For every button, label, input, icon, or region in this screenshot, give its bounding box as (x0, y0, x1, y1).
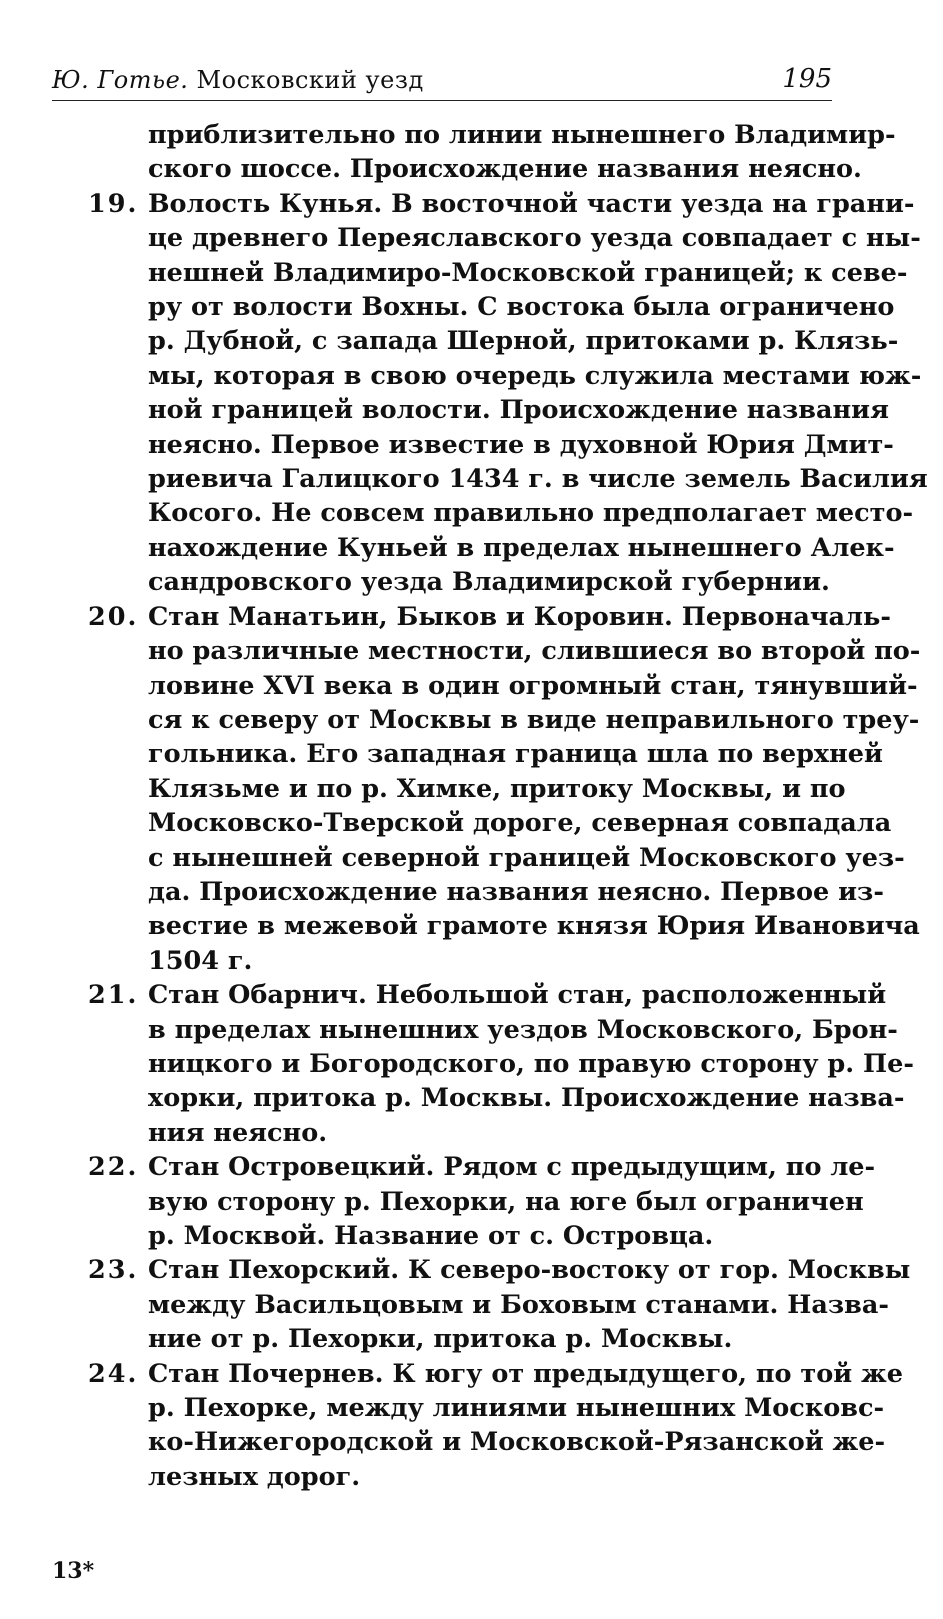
text-line: риевича Галицкого 1434 г. в числе земель Василия (148, 464, 928, 495)
text-line: неясно. Первое известие в духовной Юрия Дмит- (148, 429, 894, 460)
text-line: ловине XVI века в один огромный стан, тянувший- (148, 670, 918, 701)
entry-number: 19. (88, 188, 139, 219)
running-book-title: Московский уезд (196, 66, 424, 94)
text-line: Московско-Тверской дороге, северная совпадала (148, 808, 892, 839)
text-line: р. Пехорке, между линиями нынешних Московс- (148, 1393, 885, 1424)
entry-23 (88, 1253, 911, 1356)
continuation-paragraph (148, 118, 896, 187)
entry-number: 22. (88, 1152, 139, 1183)
text-line: ной границей волости. Происхождение названия (148, 395, 889, 426)
entry-24 (88, 1357, 903, 1495)
text-line: но различные местности, слившиеся во второй по- (148, 636, 921, 667)
text-line: Волость Кунья. В восточной части уезда на грани- (148, 188, 915, 219)
running-author: Ю. Готье. (52, 66, 189, 94)
text-line: ко-Нижегородской и Московской-Рязанской же- (148, 1427, 886, 1458)
entry-20 (88, 600, 921, 978)
text-line: Косого. Не совсем правильно предполагает место- (148, 498, 914, 529)
entry-number: 23. (88, 1255, 139, 1286)
signature-mark: 13* (52, 1558, 95, 1584)
text-line: приблизительно по линии нынешнего Владимир- (148, 120, 896, 150)
entry-number: 24. (88, 1358, 139, 1389)
text-line: с нынешней северной границей Московского уез- (148, 842, 905, 873)
entry-21 (88, 978, 914, 1150)
text-line: между Васильцовым и Боховым станами. Назва- (148, 1289, 889, 1320)
entry-number: 21. (88, 980, 139, 1011)
text-line: сандровского уезда Владимирской губернии. (148, 567, 830, 598)
running-head (52, 64, 832, 101)
text-line: Стан Пехорский. К северо-востоку от гор. Москвы (148, 1255, 911, 1286)
entry-19 (88, 187, 928, 600)
text-line: хорки, притока р. Москвы. Происхождение назва- (148, 1083, 905, 1114)
text-line: р. Москвой. Название от с. Островца. (148, 1221, 714, 1251)
text-line: Стан Обарнич. Небольшой стан, расположенный (148, 980, 887, 1011)
entry-22 (88, 1150, 876, 1253)
text-line: Клязьме и по р. Химке, притоку Москвы, и по (148, 773, 846, 804)
body-text (88, 118, 928, 1494)
text-line: нешней Владимиро-Московской границей; к севе- (148, 257, 908, 288)
text-line: р. Дубной, с запада Шерной, притоками р. Клязь- (148, 326, 899, 357)
text-line: ся к северу от Москвы в виде неправильного треу- (148, 704, 920, 735)
text-line: ницкого и Богородского, по правую сторону р. Пе- (148, 1048, 914, 1079)
text-line: Стан Манатьин, Быков и Коровин. Первоначаль- (148, 601, 891, 632)
text-line: вестие в межевой грамоте князя Юрия Ивановича (148, 911, 920, 942)
text-line: ния неясно. (148, 1117, 328, 1148)
entry-number: 20. (88, 601, 139, 632)
text-line: гольника. Его западная граница шла по верхней (148, 739, 883, 770)
page-number: 195 (782, 64, 832, 94)
text-line: мы, которая в свою очередь служила местами юж- (148, 360, 922, 391)
text-line: Стан Островецкий. Рядом с предыдущим, по ле- (148, 1152, 876, 1183)
text-line: вую сторону р. Пехорки, на юге был ограничен (148, 1186, 864, 1217)
text-line: Стан Почернев. К югу от предыдущего, по той же (148, 1358, 903, 1389)
text-line: ние от р. Пехорки, притока р. Москвы. (148, 1324, 733, 1355)
text-line: да. Происхождение названия неясно. Первое из- (148, 876, 884, 907)
running-title (52, 66, 424, 94)
text-line: лезных дорог. (148, 1461, 361, 1492)
text-line: в пределах нынешних уездов Московского, Брон- (148, 1014, 898, 1045)
text-line: ского шоссе. Происхождение названия неясно. (148, 154, 862, 185)
text-line: ру от волости Вохны. С востока была ограничено (148, 292, 895, 323)
text-line: це древнего Переяславского уезда совпадает с ны- (148, 223, 921, 254)
text-line: нахождение Куньей в пределах нынешнего Алек- (148, 532, 895, 563)
text-line: 1504 г. (148, 945, 253, 976)
